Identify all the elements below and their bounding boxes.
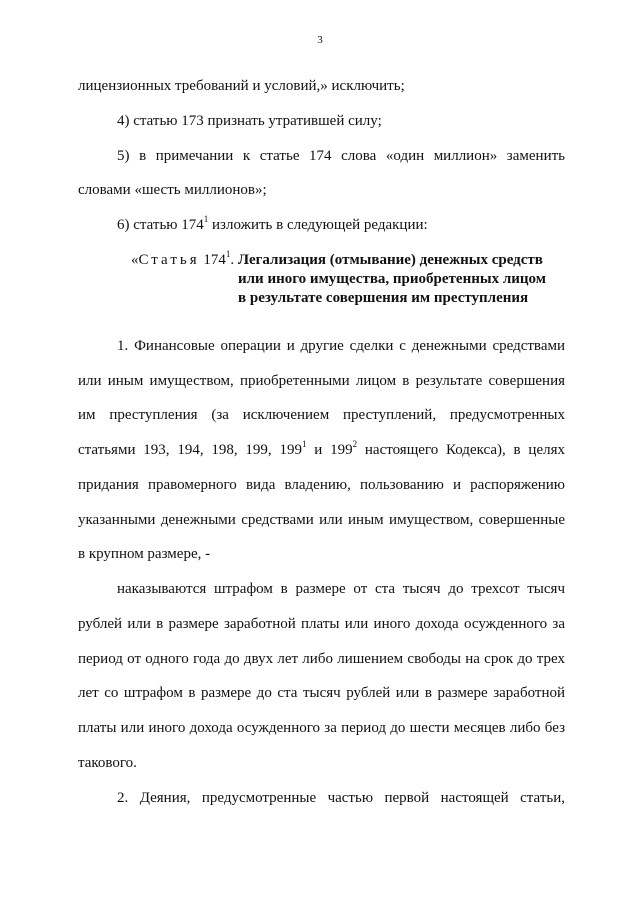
quote-mark: « [131,252,139,268]
text-fragment: статьями 193, 194, 198, 199, 199 [78,442,302,458]
sanction-line: такового. [78,755,137,771]
sanction-line: лет со штрафом в размере до ста тысяч рублей или в размере заработной [78,685,565,701]
article-title-text: в результате совершения им преступления [238,290,529,306]
sanction-line: рублей или в размере заработной платы или иного дохода осужденного за [78,616,565,632]
sanction-line: наказываются штрафом в размере от ста тысяч до трехсот тысяч [117,581,565,597]
article-title-line: Легализация (отмывание) денежных средств [237,252,543,268]
page-number: 3 [317,34,323,46]
article-heading [131,251,543,269]
text-line: словами «шесть миллионов»; [78,182,267,198]
text-fragment: 6) статью 174 [117,217,204,233]
sanction-line: платы или иного дохода осужденного за период до шести месяцев либо без [78,720,565,736]
article-title-line [238,270,546,288]
list-item-6 [117,216,565,234]
paragraph-line: или иным имуществом, приобретенными лицом в результате совершения [78,373,565,389]
paragraph-line: им преступления (за исключением преступлений, предусмотренных [78,407,565,423]
article-word: Статья [138,252,200,268]
paragraph-line: 2. Деяния, предусмотренные частью первой настоящей статьи, [117,790,565,806]
article-title-line [238,289,528,307]
article-title-text: или иного имущества, приобретенных лицом [238,271,546,287]
article-number: 174 [199,252,226,268]
text-fragment: изложить в следующей редакции: [208,217,428,233]
heading-dot: . [230,252,235,268]
paragraph-line: в крупном размере, - [78,546,211,562]
superscript: 1 [225,249,231,259]
text-line: лицензионных требований и условий,» исключить; [78,78,405,94]
superscript: 1 [301,439,307,449]
text-fragment: и 199 [306,442,353,458]
superscript: 2 [352,439,358,449]
paragraph-line: придания правомерного вида владению, пользованию и распоряжению [78,477,565,493]
sanction-line: период от одного года до двух лет либо лишением свободы на срок до трех [78,651,565,667]
paragraph-line: указанными денежными средствами или иным имуществом, совершенные [78,512,565,528]
paragraph-line: 1. Финансовые операции и другие сделки с денежными средствами [117,338,565,354]
superscript: 1 [203,214,209,224]
list-item-4: 4) статью 173 признать утратившей силу; [117,113,382,129]
text-fragment: настоящего Кодекса), в целях [357,442,566,458]
list-item-5: 5) в примечании к статье 174 слова «один миллион» заменить [117,148,565,164]
paragraph-line [78,441,565,459]
